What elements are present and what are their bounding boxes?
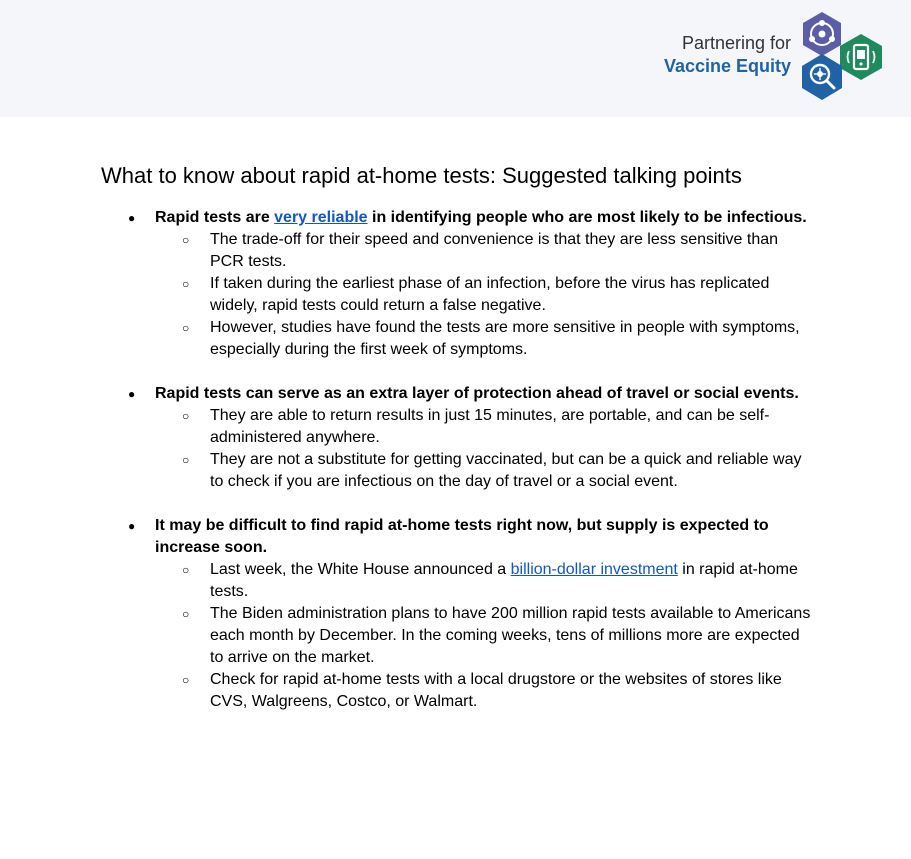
- subpoint-list: [155, 405, 815, 493]
- title-text: in identifying people who are most likely to be infectious.: [367, 209, 807, 226]
- page-title: What to know about rapid at-home tests: Suggested talking points: [101, 163, 742, 188]
- talking-point-reliability: [155, 207, 815, 361]
- subpoint: ○ Check for rapid at-home tests with a local drugstore or the websites of stores like CVS, Walgreens, Costco, or Walmart.: [210, 669, 815, 713]
- subpoint: ○ However, studies have found the tests are more sensitive in people with symptoms, especially during the first week of symptoms.: [210, 317, 815, 361]
- magnifier-virus-icon: [802, 54, 842, 100]
- logo-hexagons: [797, 10, 889, 102]
- logo-text: [664, 32, 791, 78]
- subpoint: ○ They are not a substitute for getting vaccinated, but can be a quick and reliable way to check if you are infectious on the day of travel or a social event.: [210, 449, 815, 493]
- subpoint-text: in rapid at-home tests.: [210, 561, 798, 600]
- subpoint-list: [155, 559, 815, 713]
- subpoint-text: Last week, the White House announced a: [210, 561, 511, 578]
- subpoint: ○ The trade-off for their speed and convenience is that they are less sensitive than PCR tests.: [210, 229, 815, 273]
- subpoint: ○ They are able to return results in just 15 minutes, are portable, and can be self-administered anywhere.: [210, 405, 815, 449]
- logo-line-partnering: Partnering for: [681, 33, 791, 53]
- talking-point-title: ● Rapid tests can serve as an extra layer of protection ahead of travel or social events.: [155, 385, 799, 402]
- people-network-icon: [803, 12, 841, 56]
- subpoint: ○ If taken during the earliest phase of an infection, before the virus has replicated widely, rapid tests could return a false negative.: [210, 273, 815, 317]
- smartphone-icon: [840, 34, 882, 80]
- talking-points-list: [155, 207, 815, 735]
- very-reliable-link[interactable]: very reliable: [274, 209, 368, 226]
- title-text: Rapid tests are: [155, 209, 275, 226]
- billion-dollar-investment-link[interactable]: billion-dollar investment: [510, 561, 678, 578]
- talking-point-title: ● It may be difficult to find rapid at-home tests right now, but supply is expected to increase soon.: [155, 517, 769, 556]
- logo-line-vaccine-equity: Vaccine Equity: [663, 56, 791, 76]
- talking-point-travel: [155, 383, 815, 493]
- talking-point-supply: [155, 515, 815, 713]
- subpoint: ○ The Biden administration plans to have 200 million rapid tests available to Americans each month by December. In the coming weeks, tens of millions more are expected to arrive on the market.: [210, 603, 815, 669]
- talking-point-title: [155, 207, 815, 229]
- subpoint: [210, 559, 815, 603]
- subpoint-list: [155, 229, 815, 361]
